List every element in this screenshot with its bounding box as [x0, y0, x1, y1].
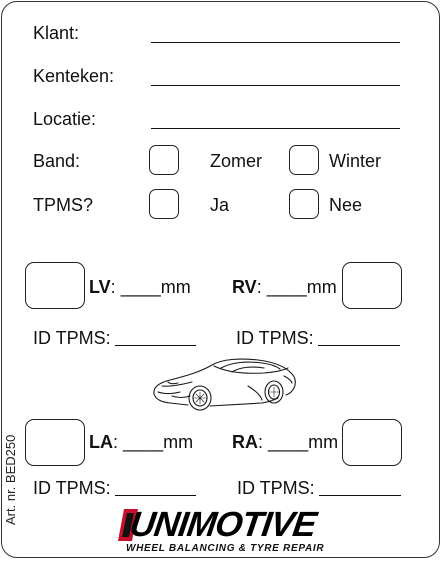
tpms-no-checkbox[interactable]: [289, 189, 319, 219]
car-illustration-icon: [148, 356, 298, 412]
la-code: LA: [89, 432, 113, 452]
lv-box[interactable]: [25, 262, 85, 309]
lv-unit: mm: [160, 277, 191, 297]
la-depth-blank[interactable]: ____: [123, 432, 164, 452]
tpms-yes-label: Ja: [210, 195, 230, 215]
rv-code: RV: [232, 277, 257, 297]
la-tpms-line[interactable]: [115, 495, 196, 496]
brand-name: UNIMOTIVE: [127, 505, 319, 544]
tpms-label: TPMS?: [33, 195, 94, 215]
winter-checkbox[interactable]: [289, 145, 319, 175]
lv-depth-blank[interactable]: ____: [120, 277, 161, 297]
summer-label: Zomer: [210, 151, 263, 171]
tpms-no-label: Nee: [329, 195, 363, 215]
lv-tpms-label: ID TPMS:: [33, 328, 111, 348]
ra-code: RA: [232, 432, 258, 452]
plate-field-line[interactable]: [151, 85, 400, 86]
rv-box[interactable]: [342, 262, 402, 309]
rv-colon: :: [256, 277, 262, 297]
ra-tpms-label: ID TPMS:: [237, 478, 315, 498]
tyre-label: Band:: [33, 151, 81, 171]
winter-label: Winter: [329, 151, 382, 171]
ra-depth-blank[interactable]: ____: [268, 432, 309, 452]
tpms-yes-checkbox[interactable]: [149, 189, 179, 219]
rv-tpms-label: ID TPMS:: [236, 328, 314, 348]
location-label: Locatie:: [33, 109, 97, 129]
rv-depth-row: [232, 277, 337, 297]
rv-depth-blank[interactable]: ____: [266, 277, 307, 297]
lv-code: LV: [89, 277, 111, 297]
la-unit: mm: [163, 432, 194, 452]
location-field-line[interactable]: [151, 128, 400, 129]
brand-logo: [116, 505, 336, 555]
client-label: Klant:: [33, 23, 80, 43]
la-tpms-label: ID TPMS:: [33, 478, 111, 498]
ra-tpms-line[interactable]: [319, 495, 401, 496]
la-box[interactable]: [25, 419, 85, 466]
lv-depth-row: [89, 277, 191, 297]
article-number: Art. nr. BED250: [3, 434, 18, 525]
ra-colon: :: [258, 432, 264, 452]
client-field-line[interactable]: [151, 42, 400, 43]
lv-tpms-line[interactable]: [115, 345, 196, 346]
summer-checkbox[interactable]: [149, 145, 179, 175]
ra-unit: mm: [308, 432, 339, 452]
ra-box[interactable]: [342, 419, 402, 466]
la-depth-row: [89, 432, 193, 452]
rv-tpms-line[interactable]: [318, 345, 400, 346]
rv-unit: mm: [306, 277, 337, 297]
plate-label: Kenteken:: [33, 66, 115, 86]
lv-colon: :: [110, 277, 116, 297]
brand-tagline: WHEEL BALANCING & TYRE REPAIR: [126, 543, 325, 554]
la-colon: :: [113, 432, 119, 452]
ra-depth-row: [232, 432, 338, 452]
